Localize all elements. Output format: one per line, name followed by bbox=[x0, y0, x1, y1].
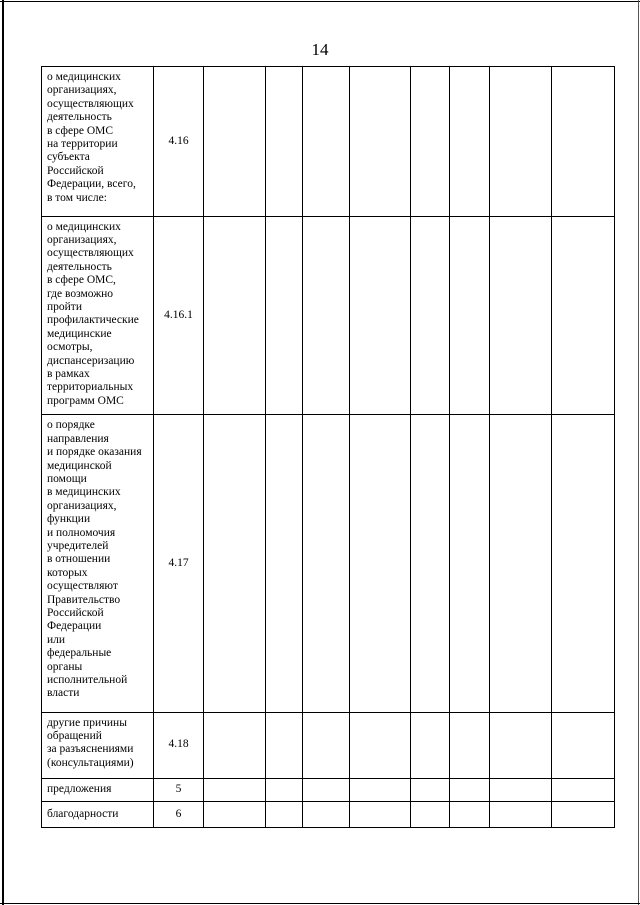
row-code-cell: 4.16.1 bbox=[154, 216, 204, 415]
row-label-line: (консультациями) bbox=[47, 756, 134, 769]
row-label-line: исполнительной bbox=[47, 674, 128, 687]
empty-value-cell bbox=[411, 801, 450, 827]
empty-value-cell bbox=[266, 712, 303, 778]
empty-value-cell bbox=[350, 415, 411, 712]
row-label-line: другие причины bbox=[47, 716, 127, 729]
empty-value-cell bbox=[350, 778, 411, 801]
empty-value-cell bbox=[552, 712, 615, 778]
row-label-line: органы bbox=[47, 660, 83, 673]
page-edge-bottom bbox=[0, 903, 640, 904]
empty-value-cell bbox=[303, 778, 350, 801]
empty-value-cell bbox=[350, 801, 411, 827]
row-label-line: федеральные bbox=[47, 647, 112, 660]
empty-value-cell bbox=[490, 415, 552, 712]
row-label-line: организациях, bbox=[47, 499, 117, 512]
row-label-line: благодарности bbox=[47, 807, 119, 820]
empty-value-cell bbox=[490, 778, 552, 801]
row-label-line: деятельность bbox=[47, 260, 112, 273]
row-label-line: профилактические bbox=[47, 314, 139, 327]
empty-value-cell bbox=[303, 67, 350, 217]
table-row bbox=[42, 67, 615, 217]
empty-value-cell bbox=[350, 67, 411, 217]
empty-value-cell bbox=[204, 801, 266, 827]
empty-value-cell bbox=[490, 67, 552, 217]
row-label-cell bbox=[42, 778, 154, 801]
empty-value-cell bbox=[204, 67, 266, 217]
row-label-line: диспансеризацию bbox=[47, 354, 135, 367]
empty-value-cell bbox=[411, 67, 450, 217]
report-table bbox=[41, 66, 615, 828]
row-label-line: и полномочия bbox=[47, 526, 116, 539]
empty-value-cell bbox=[552, 67, 615, 217]
page-edge-top bbox=[0, 1, 640, 2]
row-label-line: пройти bbox=[47, 301, 82, 314]
empty-value-cell bbox=[450, 415, 490, 712]
row-label-line: осуществляют bbox=[47, 580, 118, 593]
table-row bbox=[42, 216, 615, 415]
empty-value-cell bbox=[266, 801, 303, 827]
row-label-line: организациях, bbox=[47, 233, 117, 246]
row-label-line: программ ОМС bbox=[47, 394, 124, 407]
row-label-line: Федерации bbox=[47, 620, 102, 633]
row-label-line: в сфере ОМС bbox=[47, 124, 114, 137]
row-label-line: за разъяснениями bbox=[47, 743, 134, 756]
empty-value-cell bbox=[450, 712, 490, 778]
empty-value-cell bbox=[450, 778, 490, 801]
empty-value-cell bbox=[450, 801, 490, 827]
table-row bbox=[42, 712, 615, 778]
row-label-line: о медицинских bbox=[47, 220, 121, 233]
empty-value-cell bbox=[411, 712, 450, 778]
empty-value-cell bbox=[411, 778, 450, 801]
row-label-line: осуществляющих bbox=[47, 247, 134, 260]
row-label-cell bbox=[42, 801, 154, 827]
row-code-cell: 4.16 bbox=[154, 67, 204, 217]
empty-value-cell bbox=[303, 712, 350, 778]
row-label-line: территориальных bbox=[47, 381, 134, 394]
row-label-line: осуществляющих bbox=[47, 97, 134, 110]
row-code-cell: 4.18 bbox=[154, 712, 204, 778]
row-label-line: помощи bbox=[47, 472, 87, 485]
row-label-line: деятельность bbox=[47, 111, 112, 124]
row-label-line: учредителей bbox=[47, 540, 109, 553]
row-label-line: на территории bbox=[47, 138, 118, 151]
row-label-cell bbox=[42, 712, 154, 778]
empty-value-cell bbox=[411, 216, 450, 415]
page-edge-left bbox=[2, 0, 4, 905]
page-number: 14 bbox=[311, 40, 329, 59]
empty-value-cell bbox=[204, 216, 266, 415]
table-row bbox=[42, 415, 615, 712]
row-label-line: и порядке оказания bbox=[47, 446, 142, 459]
row-label-cell bbox=[42, 415, 154, 712]
row-label-cell bbox=[42, 67, 154, 217]
empty-value-cell bbox=[266, 415, 303, 712]
table-row bbox=[42, 801, 615, 827]
row-label-line: Федерации, всего, bbox=[47, 178, 136, 191]
row-label-line: власти bbox=[47, 687, 80, 700]
row-label-line: Российской bbox=[47, 607, 104, 620]
row-code-cell: 5 bbox=[154, 778, 204, 801]
row-label-cell bbox=[42, 216, 154, 415]
row-label-line: медицинской bbox=[47, 459, 112, 472]
row-label-line: в рамках bbox=[47, 368, 90, 381]
row-label-line: субъекта bbox=[47, 151, 90, 164]
table-row bbox=[42, 778, 615, 801]
empty-value-cell bbox=[303, 216, 350, 415]
row-label-line: осмотры, bbox=[47, 341, 93, 354]
empty-value-cell bbox=[350, 712, 411, 778]
empty-value-cell bbox=[490, 801, 552, 827]
empty-value-cell bbox=[266, 778, 303, 801]
empty-value-cell bbox=[552, 801, 615, 827]
row-label-line: в сфере ОМС, bbox=[47, 274, 116, 287]
empty-value-cell bbox=[450, 67, 490, 217]
table-body bbox=[42, 67, 615, 828]
empty-value-cell bbox=[350, 216, 411, 415]
empty-value-cell bbox=[204, 778, 266, 801]
empty-value-cell bbox=[552, 778, 615, 801]
row-label-line: организациях, bbox=[47, 84, 117, 97]
empty-value-cell bbox=[266, 216, 303, 415]
empty-value-cell bbox=[411, 415, 450, 712]
row-label-line: Правительство bbox=[47, 593, 121, 606]
row-label-line: в том числе: bbox=[47, 191, 107, 204]
empty-value-cell bbox=[552, 415, 615, 712]
row-code-cell: 6 bbox=[154, 801, 204, 827]
empty-value-cell bbox=[303, 801, 350, 827]
row-label-line: направления bbox=[47, 432, 109, 445]
row-code-cell: 4.17 bbox=[154, 415, 204, 712]
row-label-line: которых bbox=[47, 566, 88, 579]
empty-value-cell bbox=[552, 216, 615, 415]
row-label-line: медицинские bbox=[47, 327, 112, 340]
row-label-line: в отношении bbox=[47, 553, 111, 566]
row-label-line: о порядке bbox=[47, 419, 95, 432]
page-edge-right bbox=[638, 0, 639, 905]
empty-value-cell bbox=[450, 216, 490, 415]
empty-value-cell bbox=[490, 216, 552, 415]
row-label-line: функции bbox=[47, 513, 91, 526]
row-label-line: Российской bbox=[47, 164, 104, 177]
empty-value-cell bbox=[266, 67, 303, 217]
empty-value-cell bbox=[204, 712, 266, 778]
empty-value-cell bbox=[204, 415, 266, 712]
row-label-line: обращений bbox=[47, 729, 102, 742]
empty-value-cell bbox=[490, 712, 552, 778]
row-label-line: или bbox=[47, 633, 66, 646]
row-label-line: где возможно bbox=[47, 287, 114, 300]
row-label-line: предложения bbox=[47, 783, 112, 796]
row-label-line: о медицинских bbox=[47, 71, 121, 83]
empty-value-cell bbox=[303, 415, 350, 712]
row-label-line: в медицинских bbox=[47, 486, 121, 499]
